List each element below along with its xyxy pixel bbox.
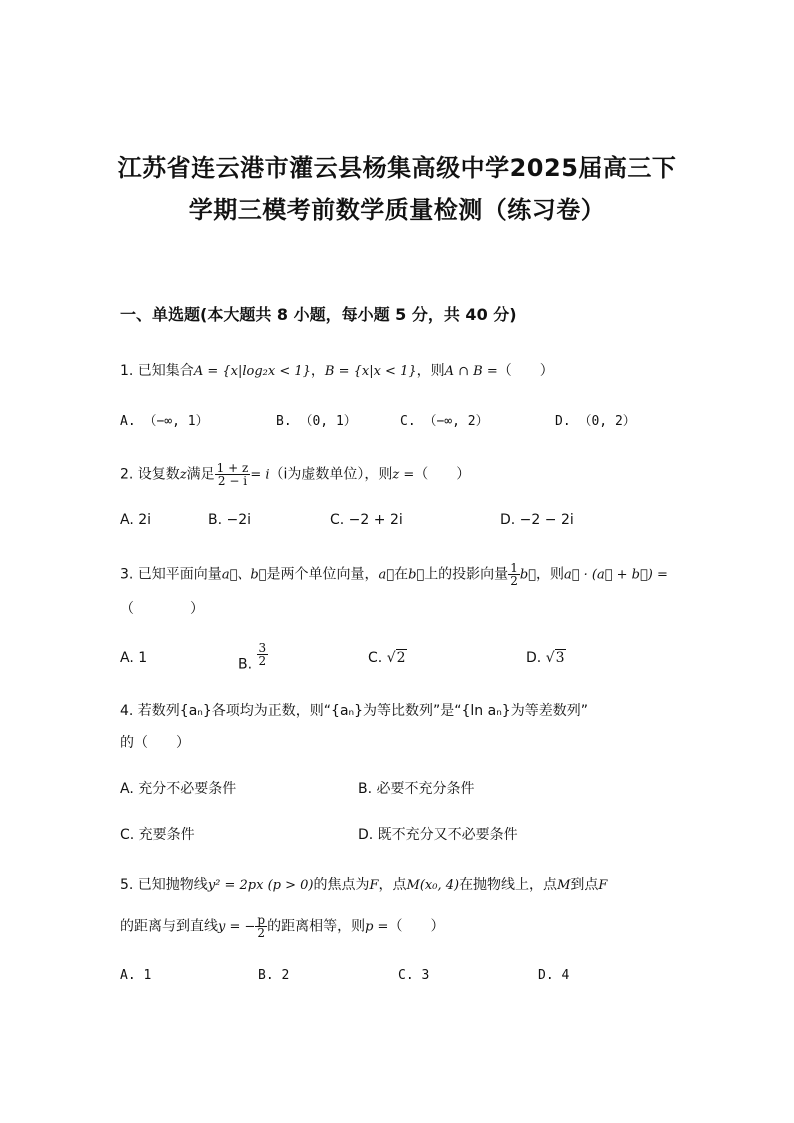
q3-expression: a⃗ · (a⃗ + b⃗) =: [563, 567, 668, 583]
q4-option-b: B. 必要不充分条件: [358, 781, 475, 797]
q4-option-a: A. 充分不必要条件: [120, 781, 237, 797]
q1-option-d: D. （0, 2）: [555, 414, 636, 429]
q5-line2-mid: 的距离相等，则: [267, 918, 366, 935]
q3-c-rad: 2: [396, 650, 406, 666]
q3-half-b: b⃗: [519, 567, 536, 583]
q5-option-d: D. 4: [538, 968, 570, 983]
q3-vec-b: b⃗: [408, 567, 425, 583]
q2-blank: （ ）: [414, 466, 471, 483]
q1-blank: （ ）: [497, 363, 554, 379]
q3-mid1: 是两个单位向量，: [266, 566, 379, 583]
q1-mid: ，则: [416, 363, 445, 379]
q3-vec-a: a⃗: [378, 567, 395, 583]
q5-mid4: 到点: [570, 877, 599, 893]
q3-option-c-sqrt: √2: [386, 650, 406, 666]
q2-mid1: 满足: [186, 466, 215, 483]
q5-blank: （ ）: [388, 918, 445, 935]
q4-option-d: D. 既不充分又不必要条件: [358, 827, 518, 843]
q2-frac-num: 1 + z: [216, 461, 249, 475]
q1-set-a: A = {x|log₂x < 1}: [193, 364, 311, 379]
q1-option-c: C. （−∞, 2）: [400, 414, 489, 429]
q4-blank: 的（ ）: [120, 735, 190, 751]
q4-option-c: C. 充要条件: [120, 827, 195, 843]
q3-option-a: A. 1: [120, 650, 148, 666]
q3-option-c: [368, 650, 407, 666]
q1-set-b: B = {x|x < 1}: [324, 364, 417, 379]
q5-line-frac: [255, 914, 267, 939]
q2-tail: z =: [392, 467, 415, 483]
q5-option-a: A. 1: [120, 968, 152, 983]
question-5-line-2: [120, 914, 444, 939]
exam-title-line-2: 学期三模考前数学质量检测（练习卷）: [188, 196, 606, 224]
q2-prefix: 2. 设复数: [120, 466, 180, 483]
q5-mid2: ，点: [378, 877, 407, 893]
q2-eq: = i: [250, 467, 270, 483]
q2-frac-den: 2 − i: [217, 474, 248, 488]
q3-option-b-label: B.: [238, 656, 253, 673]
q5-line-num: p: [257, 913, 266, 927]
exam-title-line-1: 江苏省连云港市灌云县杨集高级中学2025届高三下: [117, 154, 677, 182]
question-1-stem: [120, 360, 554, 380]
q5-f2: F: [598, 878, 608, 893]
q5-line2-prefix: 的距离与到直线: [120, 918, 218, 935]
q3-half-den: 2: [510, 574, 518, 588]
q3-vectors: a⃗、b⃗: [221, 567, 267, 583]
q3-mid2: 在: [394, 566, 409, 583]
q3-b-den: 2: [258, 654, 267, 668]
q3-blank: （ ）: [120, 601, 204, 617]
q3-option-d-sqrt: √3: [545, 650, 565, 666]
q5-m: M: [557, 878, 571, 893]
q5-point: M(x₀, 4): [406, 878, 460, 893]
q3-half: [508, 562, 520, 587]
q2-fraction: [215, 462, 251, 487]
q5-line-den: 2: [257, 926, 266, 940]
q1-option-b: B. （0, 1）: [276, 414, 357, 429]
q3-mid4: ，则: [535, 566, 564, 583]
q2-option-a: A. 2i: [120, 512, 152, 528]
q2-option-b: B. −2i: [208, 512, 252, 528]
q5-option-b: B. 2: [258, 968, 290, 983]
q3-option-b: [238, 642, 268, 673]
q3-half-num: 1: [510, 561, 518, 575]
q5-line-eq: y = −: [218, 919, 256, 935]
q3-prefix: 3. 已知平面向量: [120, 566, 222, 583]
q3-option-b-frac: [257, 642, 269, 667]
q5-focus: F: [369, 878, 379, 893]
q1-prefix: 1. 已知集合: [120, 363, 194, 379]
q1-option-a: A. （−∞, 1）: [120, 414, 209, 429]
q5-p-var: p =: [365, 919, 389, 935]
question-4-stem: 4. 若数列{aₙ}各项均为正数，则“{aₙ}为等比数列”是“{ln aₙ}为等差数列”: [120, 703, 588, 719]
question-2-stem: [120, 462, 470, 487]
question-5-stem: [120, 874, 607, 894]
q3-option-d: [526, 650, 566, 666]
question-3-stem: [120, 562, 668, 587]
q2-option-c: C. −2 + 2i: [330, 512, 403, 528]
q5-mid3: 在抛物线上，点: [459, 877, 558, 893]
q3-option-c-label: C.: [368, 650, 383, 666]
q2-mid2: （i为虚数单位），则: [269, 466, 393, 483]
q3-option-d-label: D.: [526, 650, 542, 666]
q5-mid1: 的焦点为: [313, 877, 370, 893]
q1-intersection: A ∩ B =: [444, 364, 498, 379]
q3-mid3: 上的投影向量: [424, 566, 509, 583]
q5-prefix: 5. 已知抛物线: [120, 877, 208, 893]
q3-b-num: 3: [258, 641, 267, 655]
q1-sep: ，: [310, 363, 325, 379]
q5-parabola: y² = 2px (p > 0): [207, 878, 314, 893]
q3-d-rad: 3: [555, 650, 565, 666]
q2-var-z: z: [179, 467, 187, 483]
q2-option-d: D. −2 − 2i: [500, 512, 574, 528]
q5-option-c: C. 3: [398, 968, 430, 983]
section-heading: 一、单选题(本大题共 8 小题，每小题 5 分，共 40 分): [120, 305, 517, 324]
